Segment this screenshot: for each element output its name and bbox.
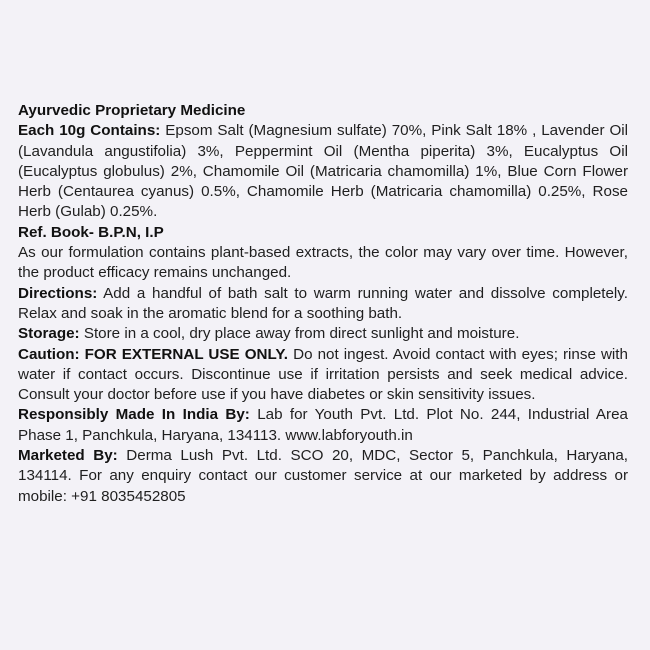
caution-label: Caution: FOR EXTERNAL USE ONLY. xyxy=(18,345,289,363)
contents-text: Epsom Salt (Magnesium sulfate) 70%, Pink Salt 18% , Lavender Oil (Lavandula angustifolia) 3%, Peppermint Oil (Mentha piperita) 3%, Eucalyptus Oil (Eucalyptus globulus) 2%, Chamomile Oil (Matricaria chamomilla) 1%, Blue Corn Flower Herb (Centaurea cyanus) 0.5%, Chamomile Herb (Matricaria chamomilla) 0.25%, Rose Herb (Gulab) 0.25%. xyxy=(18,122,629,221)
storage-label: Storage: xyxy=(18,325,80,343)
storage-text: Store in a cool, dry place away from direct sunlight and moisture. xyxy=(79,325,520,343)
manufacturer-label: Responsibly Made In India By: xyxy=(18,406,250,424)
manufacturer-paragraph xyxy=(18,405,628,446)
caution-paragraph xyxy=(18,345,628,406)
directions-label: Directions: xyxy=(18,284,98,302)
caution-text: Do not ingest. Avoid contact with eyes; rinse with water if contact occurs. Discontinue use if irritation persists and seek medical advice. Consult your doctor before use if you have diabetes or skin sensitivity issues. xyxy=(18,345,628,404)
formulation-note: As our formulation contains plant-based extracts, the color may vary over time. However, the product efficacy remains unchanged. xyxy=(18,244,628,282)
contents-label: Each 10g Contains: xyxy=(18,122,161,140)
directions-paragraph xyxy=(18,284,628,325)
contents-paragraph xyxy=(18,121,628,222)
marketer-label: Marketed By: xyxy=(18,447,118,465)
product-label-text xyxy=(18,101,628,507)
manufacturer-text: Lab for Youth Pvt. Ltd. Plot No. 244, Industrial Area Phase 1, Panchkula, Haryana, 134113. www.labforyouth.in xyxy=(18,406,628,444)
marketer-text: Derma Lush Pvt. Ltd. SCO 20, MDC, Sector 5, Panchkula, Haryana, 134114. For any enquiry contact our customer service at our marketed by address or mobile: +91 8035452805 xyxy=(18,447,629,505)
storage-paragraph xyxy=(18,324,628,344)
marketer-paragraph xyxy=(18,446,628,507)
ref-book: Ref. Book- B.P.N, I.P xyxy=(18,223,164,241)
label-title: Ayurvedic Proprietary Medicine xyxy=(18,102,246,119)
directions-text: Add a handful of bath salt to warm running water and dissolve completely. Relax and soak in the aromatic blend for a soothing bath. xyxy=(18,284,628,322)
